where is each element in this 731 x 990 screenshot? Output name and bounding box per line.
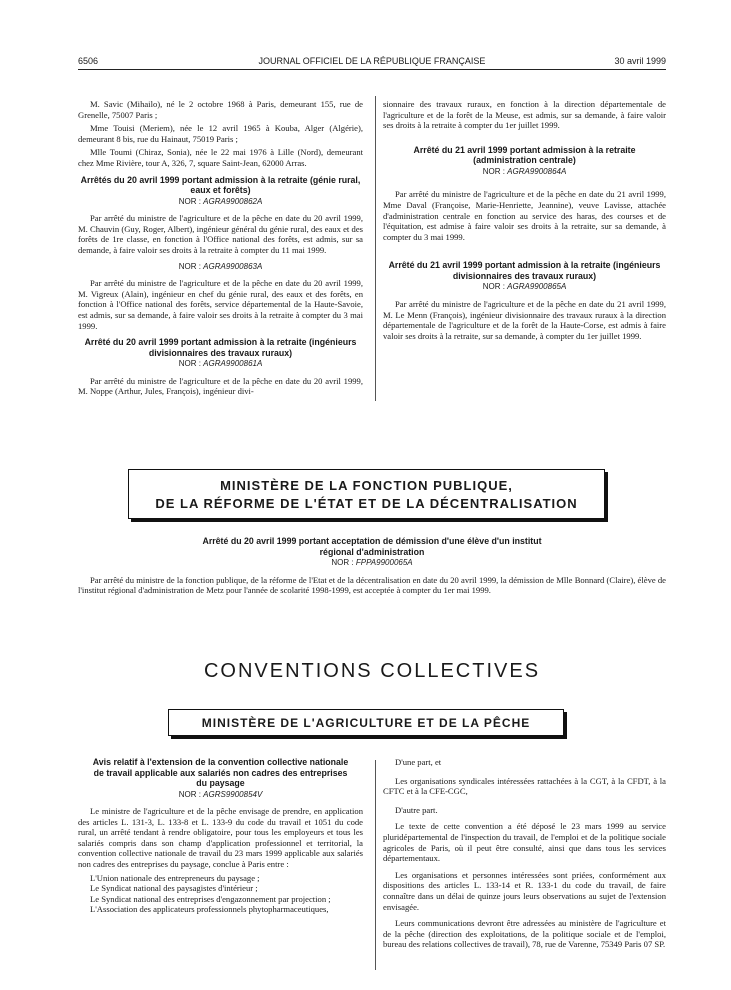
paragraph: Par arrêté du ministre de l'agriculture et de la pêche en date du 21 avril 1999, Mme Daval (Françoise, Marie-Henriette, Jeannine), veuve Lavisse, attachée d'administration centrale en fonction au service des haras, des courses et de l'équitation, est admise à faire valoir ses droits à la retraite, sur sa demande, à compter du 3 mai 1999. <box>383 189 666 242</box>
nor-reference: NOR : AGRA9900862A <box>178 196 263 206</box>
right-column <box>383 99 666 344</box>
avis-left-column <box>78 757 363 915</box>
arrete-title: Arrêté du 20 avril 1999 portant acceptation de démission d'une élève d'un institut régional d'administration <box>202 536 542 557</box>
paragraph: Le Syndicat national des paysagistes d'intérieur ; <box>90 883 258 894</box>
paragraph: Par arrêté du ministre de l'agriculture et de la pêche en date du 20 avril 1999, M. Noppe (Arthur, Jules, François), ingénieur divi- <box>78 375 363 397</box>
arrete-title: Arrêtés du 20 avril 1999 portant admission à la retraite (génie rural, eaux et forêts) <box>80 174 361 196</box>
issue-date: 30 avril 1999 <box>614 56 666 66</box>
conventions-heading: CONVENTIONS COLLECTIVES <box>203 660 541 682</box>
arrete-title: Arrêté du 20 avril 1999 portant admission à la retraite (ingénieurs divisionnaires des travaux ruraux) <box>84 337 357 358</box>
paragraph: Par arrêté du ministre de l'agriculture et de la pêche en date du 21 avril 1999, M. Le Menn (François), ingénieur divisionnaire des travaux ruraux à la direction départementale de l'agriculture et de la forêt de la Haute-Corse, est admis à faire valoir ses droits à la retraite, sur sa demande, à compter du 1er juillet 1999. <box>383 298 666 341</box>
nor-reference: NOR : AGRA9900865A <box>482 282 567 292</box>
page-number: 6506 <box>78 56 99 66</box>
paragraph: sionnaire des travaux ruraux, en fonction à la direction départementale de l'agriculture et de la forêt de la Meuse, est admis, sur sa demande, à faire valoir ses droits à la retraite à compter du 1er juillet 1999. <box>383 99 666 131</box>
paragraph: D'autre part. <box>395 804 438 815</box>
nor-reference: NOR : AGRS9900854V <box>178 789 263 799</box>
paragraph: Le Syndicat national des entreprises d'engazonnement par projection ; <box>90 893 331 904</box>
column-separator <box>375 96 376 401</box>
ministry-heading-line: DE LA RÉFORME DE L'ÉTAT ET DE LA DÉCENTRALISATION <box>155 496 578 511</box>
journal-title: JOURNAL OFFICIEL DE LA RÉPUBLIQUE FRANÇAISE <box>258 56 486 66</box>
nor-reference: NOR : AGRA9900861A <box>178 359 263 369</box>
paragraph: Par arrêté du ministre de l'agriculture et de la pêche en date du 20 avril 1999, M. Vigreux (Alain), ingénieur en chef du génie rural, des eaux et des forêts, en fonction à l'Office national des forêts, service départemental de la Haute-Savoie, est admis, sur sa demande, à faire valoir ses droits à la retraite à compter du 3 mai 1999. <box>78 278 363 331</box>
avis-title: Avis relatif à l'extension de la convention collective nationale de travail applicable aux salariés non cadres des entreprises du paysage <box>92 757 349 788</box>
arrete-title: Arrêté du 21 avril 1999 portant admission à la retraite (administration centrale) <box>413 144 636 166</box>
header-rule <box>78 69 666 70</box>
paragraph: Le texte de cette convention a été déposé le 23 mars 1999 au service pluridépartemental de l'inspection du travail, de l'emploi et de la politique sociale agricoles de Paris, où il peut être consulté, ainsi que dans tous les services départementaux. <box>383 821 666 864</box>
paragraph: Leurs communications devront être adressées au ministère de l'agriculture et de la pêche (direction des exploitations, de la politique sociale et de l'emploi, bureau des relations collectives de travail), 78, rue de Varenne, 75349 Paris 07 SP. <box>383 918 666 950</box>
paragraph: Mme Touisi (Meriem), née le 12 avril 1965 à Kouba, Alger (Algérie), demeurant 8 bis, rue du Hainaut, 75019 Paris ; <box>78 123 363 144</box>
paragraph: Mlle Toumi (Chiraz, Sonia), née le 22 mai 1976 à Lille (Nord), demeurant chez Mme Rivière, tour A, 326, 7, square Saint-Jean, 62000 Arras. <box>78 147 363 168</box>
paragraph: Les organisations syndicales intéressées rattachées à la CGT, à la CFDT, à la CFTC et à la CFE-CGC, <box>383 775 666 797</box>
paragraph: Par arrêté du ministre de la fonction publique, de la réforme de l'Etat et de la décentralisation en date du 20 avril 1999, la démission de Mlle Bonnard (Claire), élève de l'institut régional d'administration de Metz pour l'année de scolarité 1998-1999, est acceptée à compter du 1er mai 1999. <box>78 574 666 596</box>
column-separator <box>375 760 376 970</box>
paragraph: Les organisations et personnes intéressées sont priées, conformément aux dispositions des articles L. 133-14 et R. 133-1 du code du travail, de faire connaître dans un délai de quinze jours leurs observations au sujet de l'extension envisagée. <box>383 869 666 912</box>
arrete-title: Arrêté du 21 avril 1999 portant admission à la retraite (ingénieurs divisionnaires des travaux ruraux) <box>388 260 661 281</box>
ministry-heading-line: MINISTÈRE DE LA FONCTION PUBLIQUE, <box>220 478 513 493</box>
paragraph: L'Union nationale des entrepreneurs du paysage ; <box>90 872 260 883</box>
paragraph: Par arrêté du ministre de l'agriculture et de la pêche en date du 20 avril 1999, M. Chauvin (Guy, Roger, Albert), ingénieur général du génie rural, des eaux et des forêts de 1re classe, en fonction à l'Office national des forêts, est admis, sur sa demande, à faire valoir ses droits à la retraite à compter du 11 mai 1999. <box>78 213 363 255</box>
paragraph: D'une part, et <box>395 757 442 767</box>
nor-reference: NOR : AGRA9900864A <box>482 166 567 176</box>
ministry-heading-box <box>128 469 605 519</box>
paragraph: L'Association des applicateurs professionnels phytopharmaceutiques, <box>90 904 329 915</box>
avis-right-column <box>383 757 666 953</box>
nor-reference: NOR : AGRA9900863A <box>178 261 263 271</box>
paragraph: M. Savic (Mihailo), né le 2 octobre 1968 à Paris, demeurant 155, rue de Grenelle, 75007 Paris ; <box>78 99 363 120</box>
nor-reference: NOR : FPPA9900065A <box>331 558 413 567</box>
ministry-heading-box: MINISTÈRE DE L'AGRICULTURE ET DE LA PÊCHE <box>168 709 564 736</box>
left-column <box>78 99 363 400</box>
ministry1-section <box>78 536 666 599</box>
paragraph: Le ministre de l'agriculture et de la pêche envisage de prendre, en application des articles L. 131-3, L. 133-8 et L. 133-9 du code du travail et 1051 du code rural, un arrêté tendant à rendre obligatoire, pour tous les employeurs et tous les salariés compris dans son champ d'application professionnel et territorial, la convention collective nationale de travail du 23 mars 1999 applicable aux salariés non cadres des entreprises du paysage, conclue à Paris entre : <box>78 806 363 870</box>
